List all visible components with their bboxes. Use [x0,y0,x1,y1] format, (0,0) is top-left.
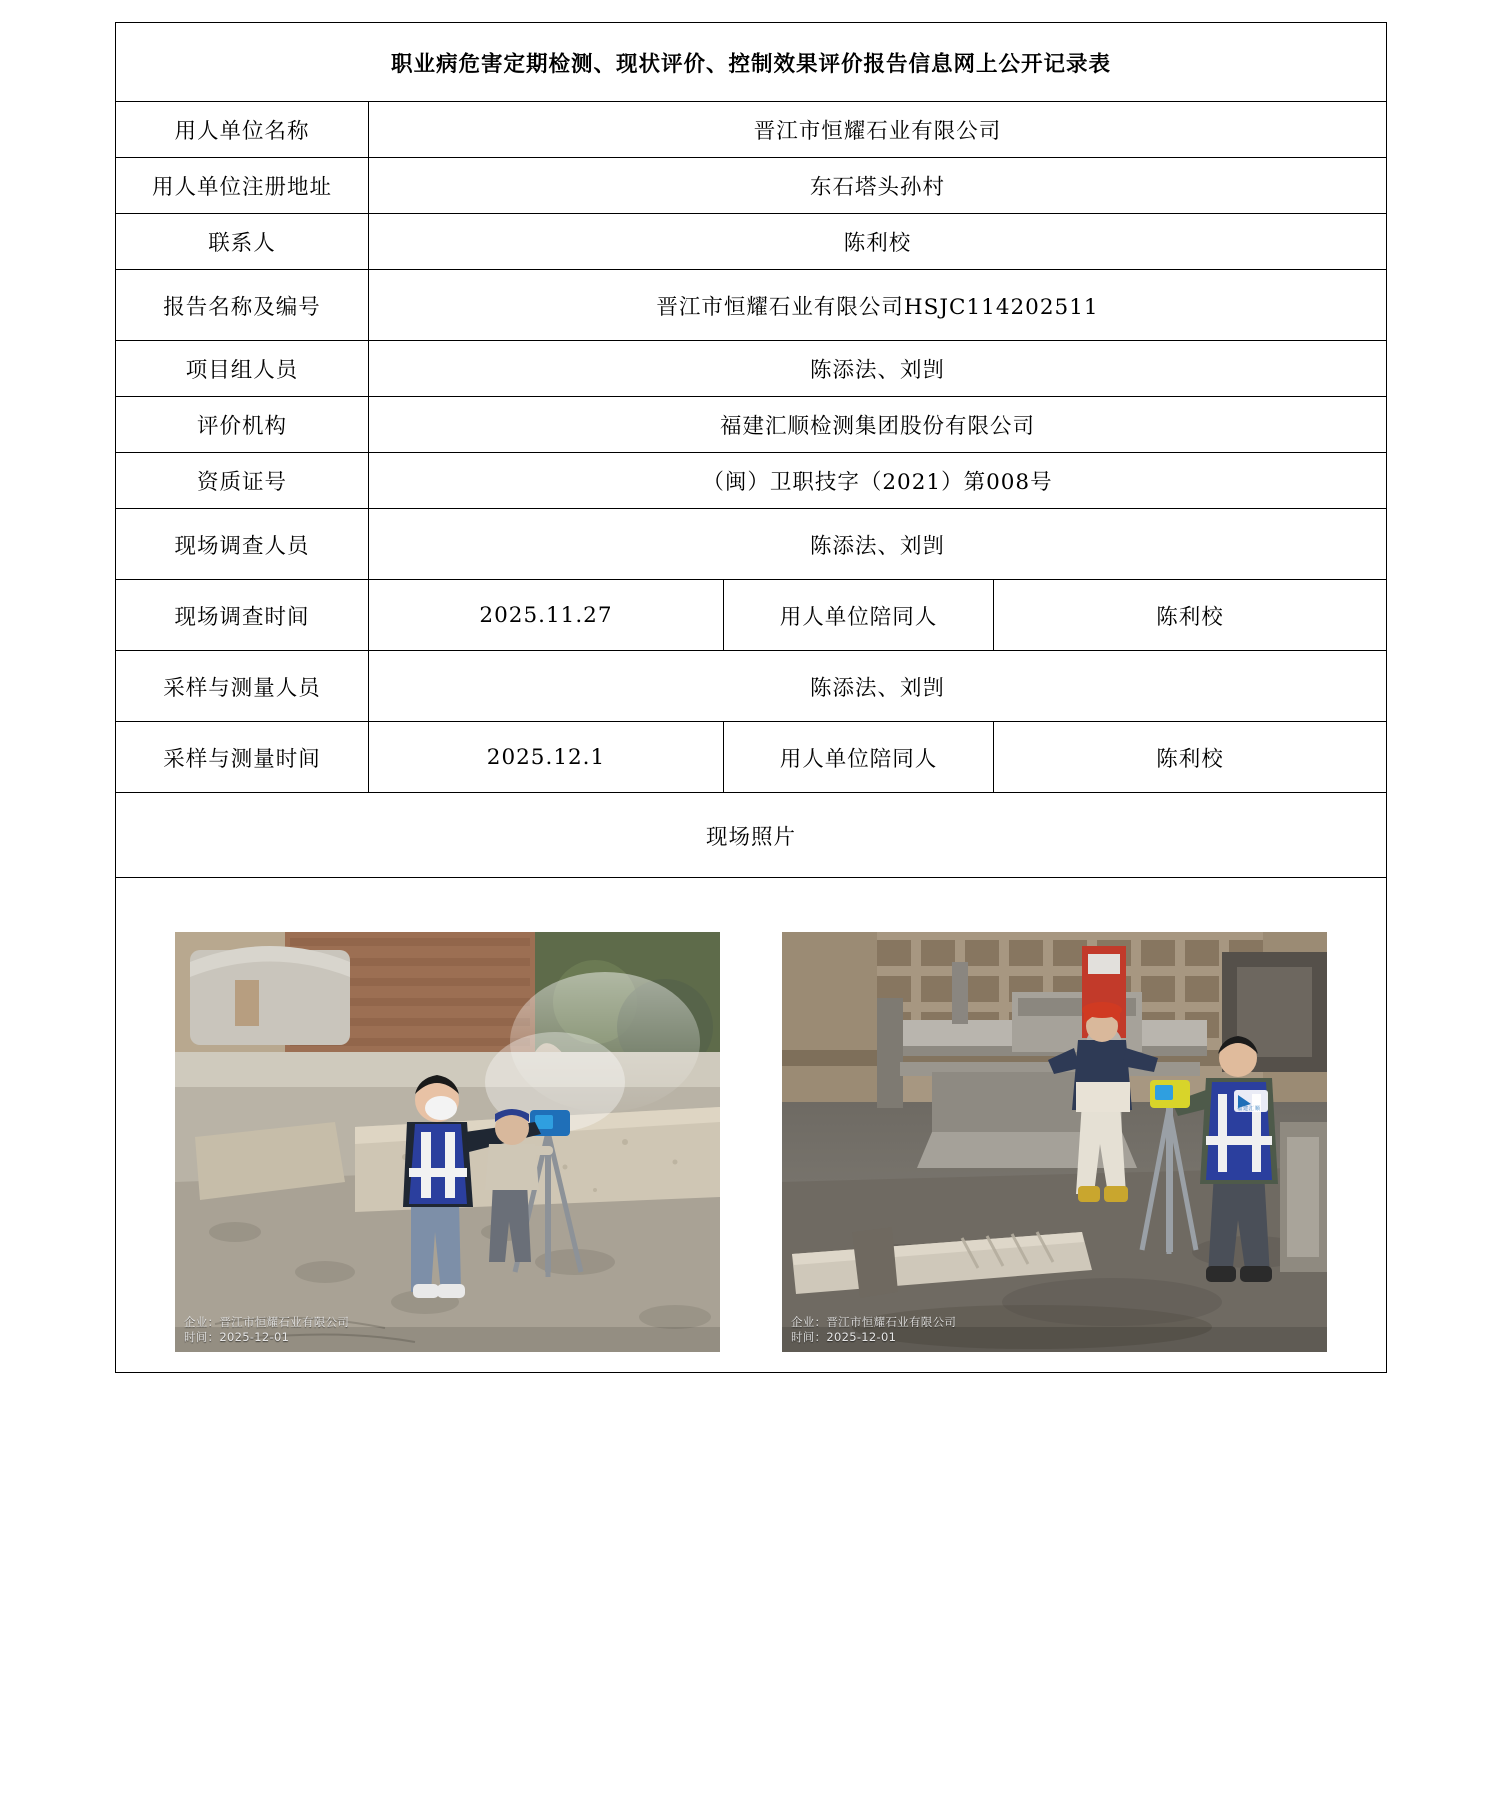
sampling-time-label: 采样与测量时间 [115,722,368,793]
table-row-sampling-time [115,722,1386,793]
project-team-label: 项目组人员 [115,341,368,397]
agency-value: 福建汇顺检测集团股份有限公司 [368,397,1386,453]
survey-time-value: 2025.11.27 [368,580,723,651]
table-row-photos [115,878,1386,1373]
stone-cutting-workshop-illustration [782,932,1327,1352]
qualification-value: （闽）卫职技字（2021）第008号 [368,453,1386,509]
photo-stamp-company: 企业：晋江市恒耀石业有限公司 [790,1315,957,1329]
table-row-survey-time [115,580,1386,651]
survey-time-label: 现场调查时间 [115,580,368,651]
report-name-value: 晋江市恒耀石业有限公司HSJC114202511 [368,270,1386,341]
photo-stamp-company: 企业：晋江市恒耀石业有限公司 [183,1315,350,1329]
employer-address-label: 用人单位注册地址 [115,158,368,214]
page-title: 职业病危害定期检测、现状评价、控制效果评价报告信息网上公开记录表 [115,23,1386,102]
employer-name-label: 用人单位名称 [115,102,368,158]
table-row-sampling-staff [115,651,1386,722]
table-row-project-team [115,341,1386,397]
sampling-time-value: 2025.12.1 [368,722,723,793]
photo-stamp-time: 时间：2025-12-01 [183,1330,290,1344]
survey-staff-value: 陈添法、刘剀 [368,509,1386,580]
sampling-companion-value: 陈利校 [993,722,1386,793]
survey-companion-label: 用人单位陪同人 [723,580,993,651]
photo-stamp [791,1315,956,1345]
table-row-contact [115,214,1386,270]
contact-label: 联系人 [115,214,368,270]
table-row-agency [115,397,1386,453]
table-row-report-name [115,270,1386,341]
table-row-title [115,23,1386,102]
report-name-label: 报告名称及编号 [115,270,368,341]
svg-text:福建汇顺: 福建汇顺 [1236,1106,1261,1112]
photo-gallery [122,898,1380,1352]
table-row-employer-name [115,102,1386,158]
sampling-companion-label: 用人单位陪同人 [723,722,993,793]
photos-cell [115,878,1386,1373]
employer-address-value: 东石塔头孙村 [368,158,1386,214]
site-photo-outdoor-measurement [175,932,720,1352]
sampling-staff-value: 陈添法、刘剀 [368,651,1386,722]
project-team-value: 陈添法、刘剀 [368,341,1386,397]
table-row-employer-address [115,158,1386,214]
photo-stamp-time: 时间：2025-12-01 [790,1330,897,1344]
photo-stamp [184,1315,349,1345]
table-row-survey-staff [115,509,1386,580]
outdoor-measurement-illustration [175,932,720,1352]
survey-companion-value: 陈利校 [993,580,1386,651]
table-row-photos-header [115,793,1386,878]
agency-label: 评价机构 [115,397,368,453]
employer-name-value: 晋江市恒耀石业有限公司 [368,102,1386,158]
qualification-label: 资质证号 [115,453,368,509]
contact-value: 陈利校 [368,214,1386,270]
disclosure-record-table [115,22,1387,1373]
sampling-staff-label: 采样与测量人员 [115,651,368,722]
survey-staff-label: 现场调查人员 [115,509,368,580]
table-row-qualification [115,453,1386,509]
site-photo-stone-cutting-workshop [782,932,1327,1352]
photos-section-header: 现场照片 [115,793,1386,878]
